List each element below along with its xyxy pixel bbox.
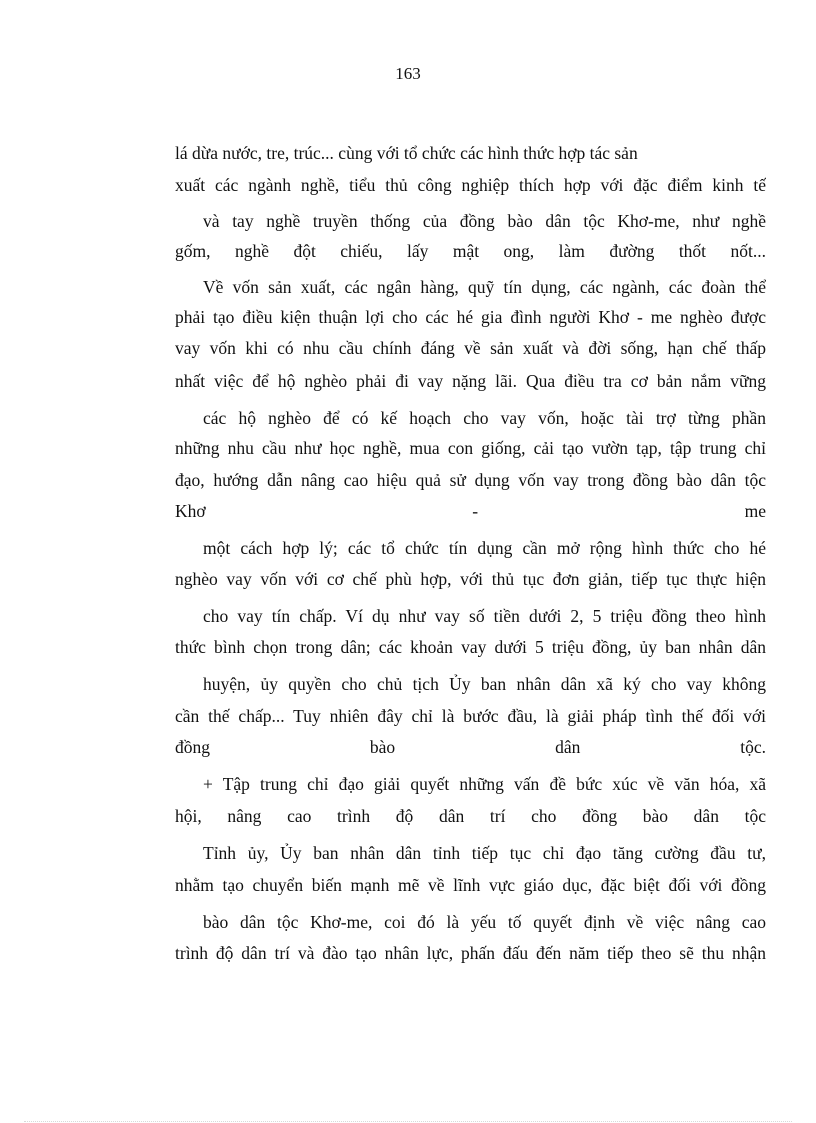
text-line: Về vốn sản xuất, các ngân hàng, quỹ tín dụng, các ngành, các đoàn thể (203, 277, 766, 297)
text-line: đạo, hướng dẫn nâng cao hiệu quả sử dụng vốn vay trong đồng bào dân tộc (175, 470, 766, 490)
text-line: lá dừa nước, tre, trúc... cùng với tổ chức các hình thức hợp tác sản (175, 143, 638, 163)
text-line: trình độ dân trí và đào tạo nhân lực, phấn đấu đến năm tiếp theo sẽ thu nhận (175, 943, 766, 963)
text-line: Khơ - me (175, 501, 766, 521)
text-line: + Tập trung chỉ đạo giải quyết những vấn đề bức xúc về văn hóa, xã (203, 774, 766, 794)
text-line: cho vay tín chấp. Ví dụ như vay số tiền dưới 2, 5 triệu đồng theo hình (203, 606, 766, 626)
text-line: nhất việc để hộ nghèo phải đi vay nặng lãi. Qua điều tra cơ bản nắm vững (175, 371, 766, 391)
text-line: xuất các ngành nghề, tiểu thủ công nghiệp thích hợp với đặc điểm kinh tế (175, 175, 766, 195)
page-bottom-divider (24, 1121, 792, 1122)
text-line: bào dân tộc Khơ-me, coi đó là yếu tố quyết định về việc nâng cao (203, 912, 766, 932)
text-line: thức bình chọn trong dân; các khoản vay dưới 5 triệu đồng, ủy ban nhân dân (175, 637, 766, 657)
text-line: huyện, ủy quyền cho chủ tịch Ủy ban nhân dân xã ký cho vay không (203, 674, 766, 694)
text-line: một cách hợp lý; các tổ chức tín dụng cần mở rộng hình thức cho hé (203, 538, 766, 558)
page-number: 163 (395, 64, 421, 83)
text-line: nghèo vay vốn với cơ chế phù hợp, với thủ tục đơn giản, tiếp tục thực hiện (175, 569, 766, 589)
text-line: các hộ nghèo để có kế hoạch cho vay vốn, hoặc tài trợ từng phần (203, 408, 766, 428)
text-line: và tay nghề truyền thống của đồng bào dân tộc Khơ-me, như nghề (203, 211, 766, 231)
text-line: đồng bào dân tộc. (175, 737, 766, 757)
text-line: nhằm tạo chuyển biến mạnh mẽ về lĩnh vực giáo dục, đặc biệt đối với đồng (175, 875, 766, 895)
text-line: phải tạo điều kiện thuận lợi cho các hé gia đình người Khơ - me nghèo được (175, 307, 766, 327)
text-line: cần thế chấp... Tuy nhiên đây chỉ là bước đầu, là giải pháp tình thế đối với (175, 706, 766, 726)
text-line: Tỉnh ủy, Ủy ban nhân dân tỉnh tiếp tục chỉ đạo tăng cường đầu tư, (203, 843, 766, 863)
text-line: vay vốn khi có nhu cầu chính đáng về sản xuất và đời sống, hạn chế thấp (175, 338, 766, 358)
text-line: hội, nâng cao trình độ dân trí cho đồng bào dân tộc (175, 806, 766, 826)
text-line: những nhu cầu như học nghề, mua con giống, cải tạo vườn tạp, tập trung chỉ (175, 438, 766, 458)
text-line: gốm, nghề đột chiếu, lấy mật ong, làm đường thốt nốt... (175, 241, 766, 261)
